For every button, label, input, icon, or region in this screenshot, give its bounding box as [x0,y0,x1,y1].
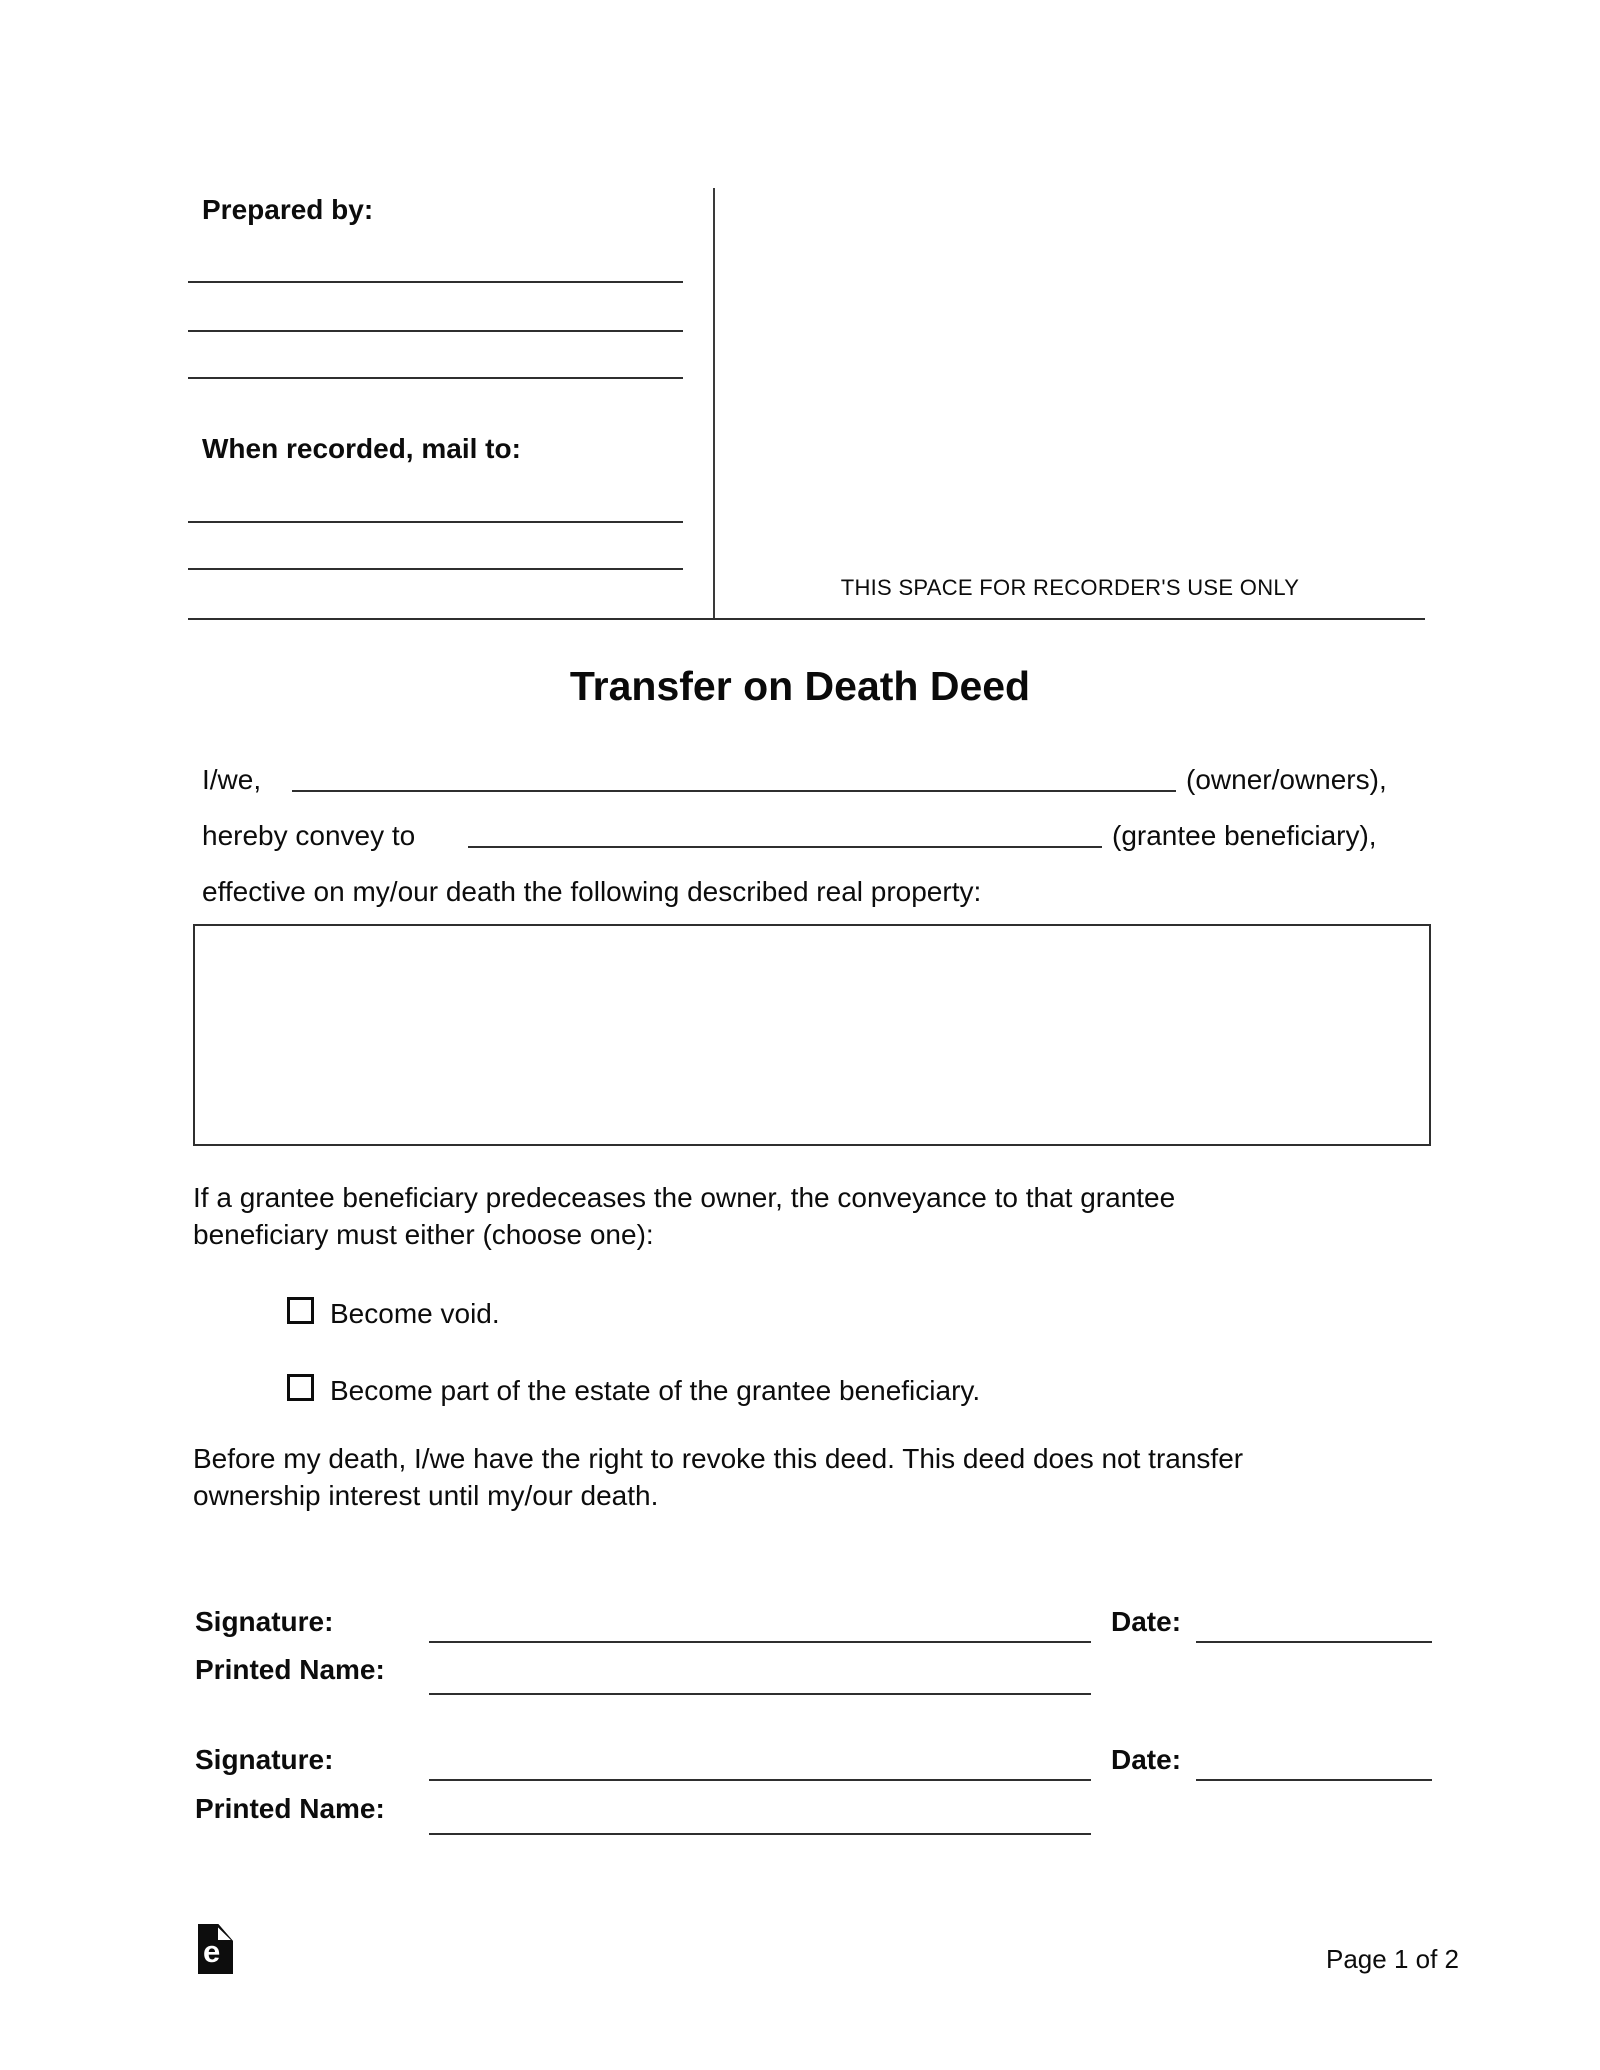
date-2-label: Date: [1111,1744,1182,1775]
predecease-intro-line-1: If a grantee beneficiary predeceases the owner, the conveyance to that grantee [193,1182,1176,1213]
signature-2-blank[interactable] [429,1779,1091,1781]
revocation-line-1: Before my death, I/we have the right to revoke this deed. This deed does not transfer [193,1443,1244,1474]
owner-name-blank[interactable] [292,790,1176,792]
signature-2-label: Signature: [195,1744,334,1775]
mail-to-line-1[interactable] [188,521,683,523]
printed-name-1-label: Printed Name: [195,1654,385,1685]
header-bottom-rule [188,618,1425,620]
grantee-name-blank[interactable] [468,846,1102,848]
logo-letter: e [203,1934,221,1969]
page-title: Transfer on Death Deed [569,663,1031,709]
signature-1-blank[interactable] [429,1641,1091,1643]
mail-to-line-2[interactable] [188,568,683,570]
owners-line-prefix: I/we, [202,764,262,795]
printed-name-1-blank[interactable] [429,1693,1091,1695]
prepared-by-line-1[interactable] [188,281,683,283]
signature-1-label: Signature: [195,1606,334,1637]
predecease-intro-line-2: beneficiary must either (choose one): [193,1219,654,1250]
prepared-by-line-2[interactable] [188,330,683,332]
checkbox-become-part-of-estate[interactable] [287,1374,314,1401]
date-2-blank[interactable] [1196,1779,1432,1781]
checkbox-become-void-label: Become void. [330,1298,500,1329]
revocation-line-2: ownership interest until my/our death. [193,1480,659,1511]
prepared-by-label: Prepared by: [202,194,374,225]
printed-name-2-blank[interactable] [429,1833,1091,1835]
owners-line-suffix: (owner/owners), [1186,764,1387,795]
checkbox-become-part-of-estate-label: Become part of the estate of the grantee beneficiary. [330,1375,981,1406]
property-description-box[interactable] [193,924,1431,1146]
prepared-by-line-3[interactable] [188,377,683,379]
checkbox-become-void[interactable] [287,1297,314,1324]
page-number: Page 1 of 2 [1326,1944,1459,1974]
mail-to-label: When recorded, mail to: [202,433,521,464]
effective-on-death-text: effective on my/our death the following described real property: [202,876,982,907]
grantee-line-prefix: hereby convey to [202,820,416,851]
date-1-blank[interactable] [1196,1641,1432,1643]
date-1-label: Date: [1111,1606,1182,1637]
recorder-use-only-note: THIS SPACE FOR RECORDER'S USE ONLY [840,575,1300,600]
grantee-line-suffix: (grantee beneficiary), [1112,820,1377,851]
eforms-logo [198,1924,233,1974]
printed-name-2-label: Printed Name: [195,1793,385,1824]
header-column-divider [713,188,715,619]
